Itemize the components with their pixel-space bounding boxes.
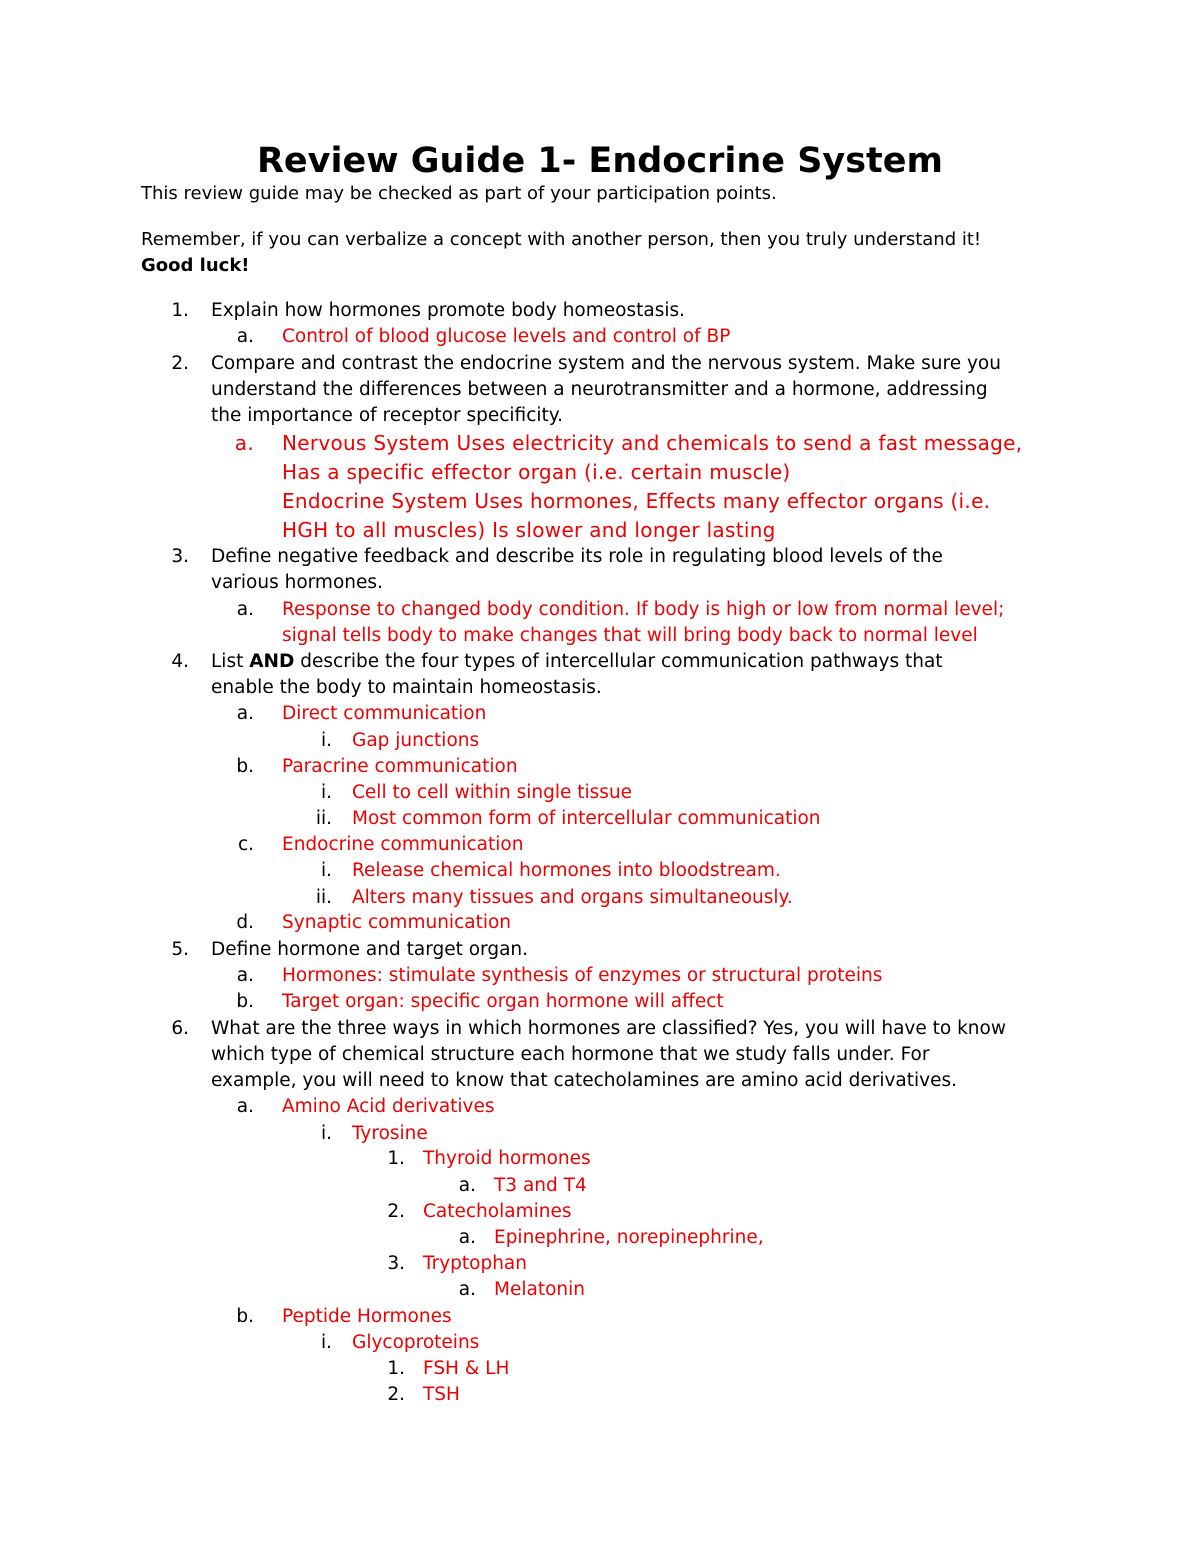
question-3-line-2: various hormones. xyxy=(211,572,383,593)
answer-5a xyxy=(236,963,883,989)
intro-verbalize: Remember, if you can verbalize a concept with another person, then you truly understand it! xyxy=(141,229,982,250)
answer-2a-text-1: Nervous System Uses electricity and chemicals to send a fast message, xyxy=(282,431,1023,455)
answer-4d-text: Synaptic communication xyxy=(282,912,512,933)
question-6-line-3: example, you will need to know that catecholamines are amino acid derivatives. xyxy=(211,1070,957,1091)
list-marker: 2. xyxy=(171,353,189,374)
answer-6a-i-text: Tyrosine xyxy=(352,1123,428,1144)
answer-4b-ii xyxy=(315,806,821,832)
list-marker: i. xyxy=(320,1332,332,1353)
answer-6a-i-3-a-text: Melatonin xyxy=(494,1279,585,1300)
intro-good-luck: Good luck! xyxy=(141,255,250,276)
answer-4a-i-text: Gap junctions xyxy=(352,730,480,751)
answer-6b-i-2-text: TSH xyxy=(423,1384,460,1405)
question-2-line-3: the importance of receptor specificity. xyxy=(211,405,563,426)
list-marker: a. xyxy=(458,1175,476,1196)
list-marker: a. xyxy=(236,965,254,986)
list-marker: 5. xyxy=(171,939,189,960)
list-marker: b. xyxy=(236,756,254,777)
list-marker: b. xyxy=(236,991,254,1012)
list-marker: 1. xyxy=(387,1358,405,1379)
answer-4a xyxy=(236,701,487,727)
answer-6b-text: Peptide Hormones xyxy=(282,1306,452,1327)
answer-4a-i xyxy=(320,728,480,754)
list-marker: 1. xyxy=(387,1148,405,1169)
answer-4b-ii-text: Most common form of intercellular communication xyxy=(352,808,821,829)
answer-3a-line-1 xyxy=(236,597,1005,623)
answer-6a-i-1-text: Thyroid hormones xyxy=(423,1148,591,1169)
answer-6b-i-2 xyxy=(387,1382,460,1408)
list-marker: a. xyxy=(236,1096,254,1117)
answer-1a-text: Control of blood glucose levels and control of BP xyxy=(282,326,731,347)
answer-6b-i-text: Glycoproteins xyxy=(352,1332,480,1353)
answer-4d xyxy=(236,910,512,936)
list-marker: a. xyxy=(236,599,254,620)
answer-6a-i-3-a xyxy=(458,1277,585,1303)
answer-6a-i-3-text: Tryptophan xyxy=(423,1253,527,1274)
question-2-text-1: Compare and contrast the endocrine system and the nervous system. Make sure you xyxy=(211,353,1001,374)
list-marker: i. xyxy=(320,782,332,803)
list-marker: 3. xyxy=(171,546,189,567)
question-5 xyxy=(171,937,529,963)
list-marker: a. xyxy=(236,703,254,724)
answer-4b-i-text: Cell to cell within single tissue xyxy=(352,782,633,803)
question-6-text-1: What are the three ways in which hormones are classified? Yes, you will have to know xyxy=(211,1018,1006,1039)
answer-2a-line-3: Endocrine System Uses hormones, Effects many effector organs (i.e. xyxy=(282,489,991,513)
answer-6a-text: Amino Acid derivatives xyxy=(282,1096,495,1117)
list-marker: ii. xyxy=(315,887,332,908)
answer-6a-i-2-a xyxy=(458,1225,764,1251)
answer-4a-text: Direct communication xyxy=(282,703,487,724)
question-3-line-1 xyxy=(171,544,943,570)
answer-2a-line-1 xyxy=(234,429,1023,458)
answer-4c-ii xyxy=(315,885,793,911)
answer-6a-i-2 xyxy=(387,1199,572,1225)
question-4-bold: AND xyxy=(249,651,295,672)
list-marker: i. xyxy=(320,860,332,881)
question-2-line-2: understand the differences between a neurotransmitter and a hormone, addressing xyxy=(211,379,988,400)
answer-4c-text: Endocrine communication xyxy=(282,834,524,855)
list-marker: b. xyxy=(236,1306,254,1327)
answer-6a xyxy=(236,1094,495,1120)
answer-6a-i-2-a-text: Epinephrine, norepinephrine, xyxy=(494,1227,764,1248)
answer-6b-i-1-text: FSH & LH xyxy=(423,1358,510,1379)
list-marker: a. xyxy=(458,1279,476,1300)
list-marker: d. xyxy=(236,912,254,933)
answer-5b-text: Target organ: specific organ hormone will affect xyxy=(282,991,724,1012)
list-marker: ii. xyxy=(315,808,332,829)
answer-6b xyxy=(236,1304,452,1330)
list-marker: 2. xyxy=(387,1201,405,1222)
answer-4c-i xyxy=(320,858,781,884)
list-marker: 1. xyxy=(171,300,189,321)
answer-3a-text-1: Response to changed body condition. If body is high or low from normal level; xyxy=(282,599,1005,620)
answer-4c-i-text: Release chemical hormones into bloodstream. xyxy=(352,860,781,881)
question-6-line-2: which type of chemical structure each hormone that we study falls under. For xyxy=(211,1044,930,1065)
list-marker: a. xyxy=(236,326,254,347)
question-6-line-1 xyxy=(171,1016,1006,1042)
answer-6a-i-1-a-text: T3 and T4 xyxy=(494,1175,587,1196)
question-3-text-1: Define negative feedback and describe its role in regulating blood levels of the xyxy=(211,546,943,567)
answer-2a-line-2: Has a specific effector organ (i.e. certain muscle) xyxy=(282,460,791,484)
list-marker: 6. xyxy=(171,1018,189,1039)
question-4-line-2: enable the body to maintain homeostasis. xyxy=(211,677,602,698)
answer-6b-i-1 xyxy=(387,1356,510,1382)
list-marker: c. xyxy=(237,834,254,855)
answer-4b-text: Paracrine communication xyxy=(282,756,518,777)
answer-6a-i-1 xyxy=(387,1146,591,1172)
answer-6a-i-1-a xyxy=(458,1173,587,1199)
list-marker: 3. xyxy=(387,1253,405,1274)
list-marker: a. xyxy=(234,431,254,455)
question-4-post: describe the four types of intercellular communication pathways that xyxy=(294,651,943,672)
question-1 xyxy=(171,298,685,324)
intro-participation: This review guide may be checked as part of your participation points. xyxy=(141,183,777,204)
list-marker: i. xyxy=(320,730,332,751)
answer-5a-text: Hormones: stimulate synthesis of enzymes or structural proteins xyxy=(282,965,883,986)
answer-1a xyxy=(236,324,731,350)
list-marker: 2. xyxy=(387,1384,405,1405)
question-4-line-1 xyxy=(171,649,943,675)
question-4-pre: List xyxy=(211,651,250,672)
question-2-line-1 xyxy=(171,351,1001,377)
answer-4b-i xyxy=(320,780,633,806)
answer-3a-line-2: signal tells body to make changes that will bring body back to normal level xyxy=(282,625,978,646)
answer-4c-ii-text: Alters many tissues and organs simultaneously. xyxy=(352,887,793,908)
question-5-text: Define hormone and target organ. xyxy=(211,939,529,960)
list-marker: i. xyxy=(320,1123,332,1144)
answer-5b xyxy=(236,989,724,1015)
answer-4b xyxy=(236,754,518,780)
question-1-text: Explain how hormones promote body homeostasis. xyxy=(211,300,685,321)
answer-6b-i xyxy=(320,1330,480,1356)
list-marker: a. xyxy=(458,1227,476,1248)
answer-6a-i-2-text: Catecholamines xyxy=(423,1201,572,1222)
answer-2a-line-4: HGH to all muscles) Is slower and longer lasting xyxy=(282,518,776,542)
page-title: Review Guide 1- Endocrine System xyxy=(256,141,943,181)
answer-6a-i-3 xyxy=(387,1251,527,1277)
answer-4c xyxy=(237,832,524,858)
list-marker: 4. xyxy=(171,651,189,672)
answer-6a-i xyxy=(320,1121,428,1147)
